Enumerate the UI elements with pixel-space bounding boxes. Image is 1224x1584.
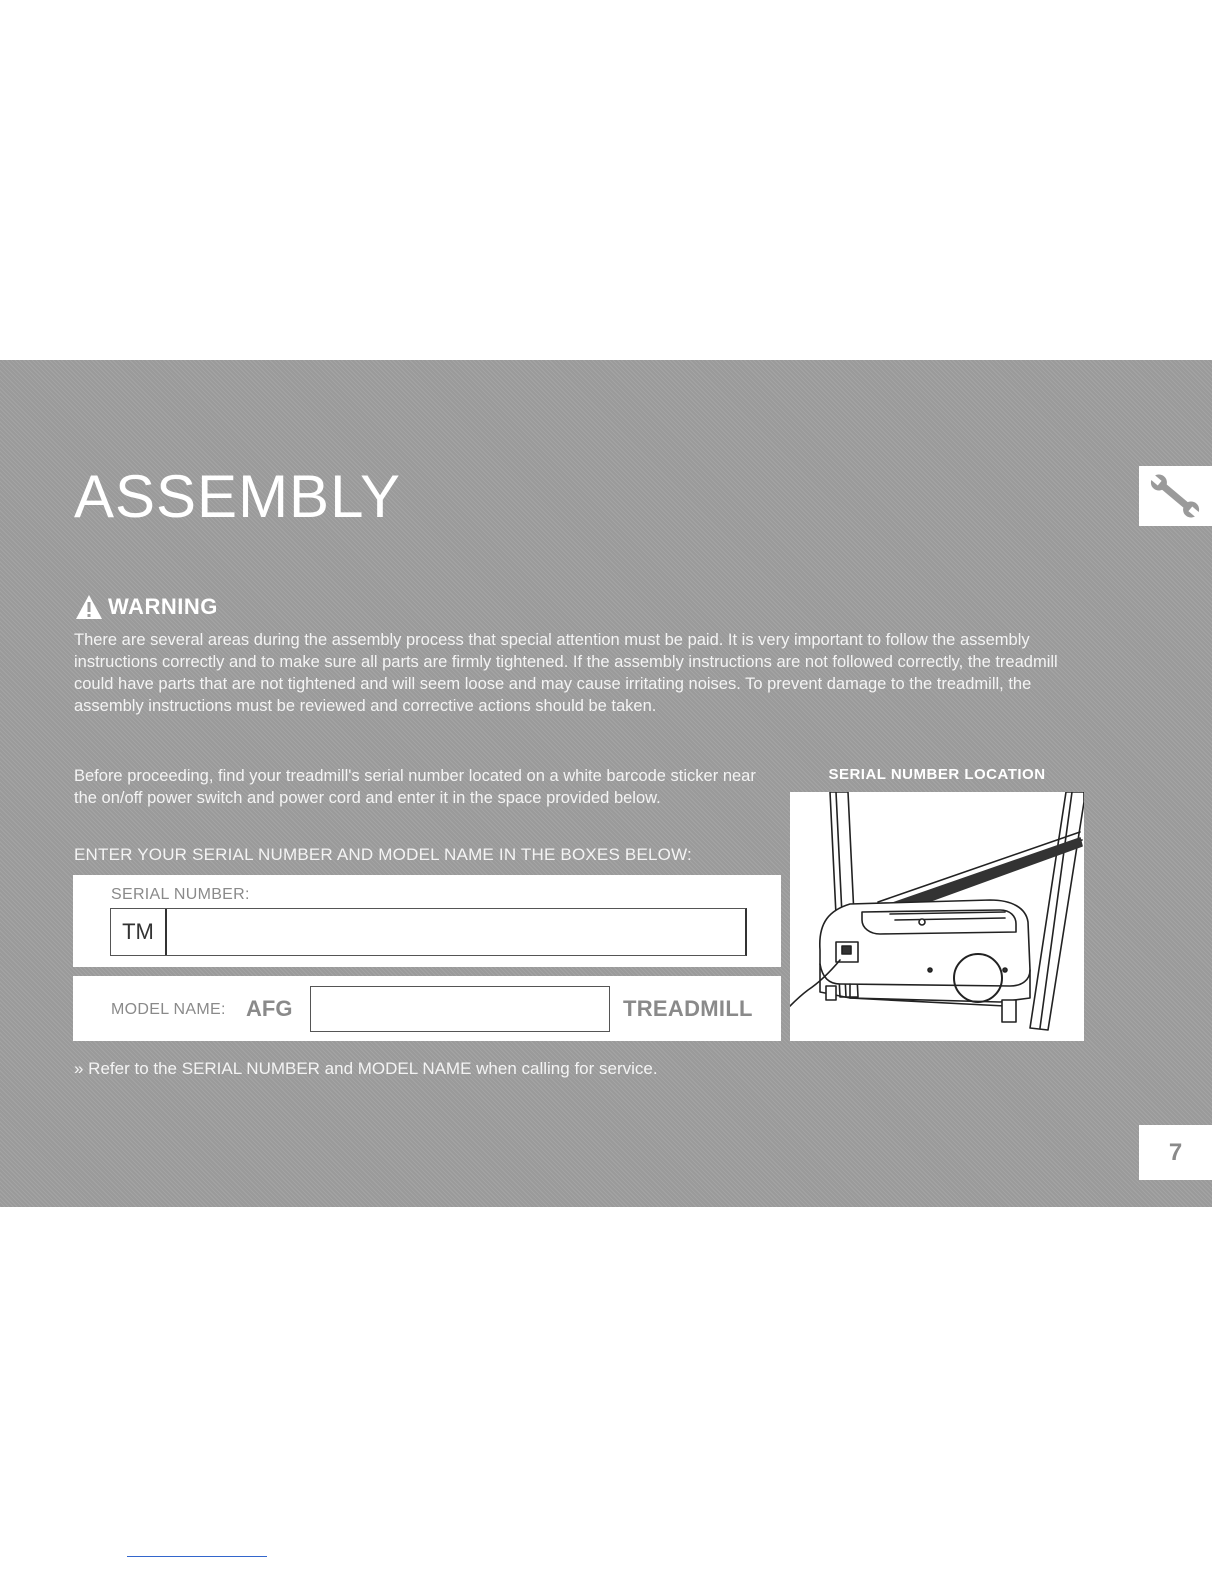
warning-heading — [74, 592, 218, 622]
serial-location-illustration — [790, 792, 1084, 1041]
model-prefix: AFG — [246, 996, 293, 1021]
serial-prefix: TM — [111, 909, 167, 955]
serial-location-title: SERIAL NUMBER LOCATION — [828, 766, 1046, 783]
serial-number-panel — [73, 875, 781, 967]
treadmill-base-illustration — [790, 792, 1084, 1041]
footer-line — [127, 1556, 267, 1557]
page-title: ASSEMBLY — [74, 463, 402, 530]
intro-text: Before proceeding, find your treadmill's serial number located on a white barcode sticker near the on/off power switch and power cord and enter it in the space provided below. — [74, 767, 756, 807]
model-name-field[interactable] — [310, 986, 610, 1032]
serial-number-label: SERIAL NUMBER: — [111, 886, 250, 903]
model-suffix: TREADMILL — [623, 996, 753, 1021]
section-tab — [1139, 466, 1212, 526]
page-number: 7 — [1139, 1125, 1212, 1180]
model-name-panel — [73, 976, 781, 1041]
entry-instruction: ENTER YOUR SERIAL NUMBER AND MODEL NAME IN THE BOXES BELOW: — [74, 845, 692, 864]
warning-text: There are several areas during the assembly process that special attention must be paid. It is very important to follow the assembly instructions correctly and to make sure all parts are firmly tightened. If the assembly instructions are not followed correctly, the treadmill could have parts that are not tightened and will seem loose and may cause irritating noises. To prevent damage to the treadmill, the assembly instructions must be reviewed and corrective actions should be taken. — [74, 631, 1058, 715]
warning-label: WARNING — [108, 594, 218, 619]
wrench-icon — [1139, 466, 1212, 526]
warning-triangle-icon — [74, 593, 104, 621]
serial-number-field[interactable] — [110, 908, 747, 956]
service-note: » Refer to the SERIAL NUMBER and MODEL NAME when calling for service. — [74, 1059, 658, 1078]
model-name-label: MODEL NAME: — [111, 1001, 226, 1018]
